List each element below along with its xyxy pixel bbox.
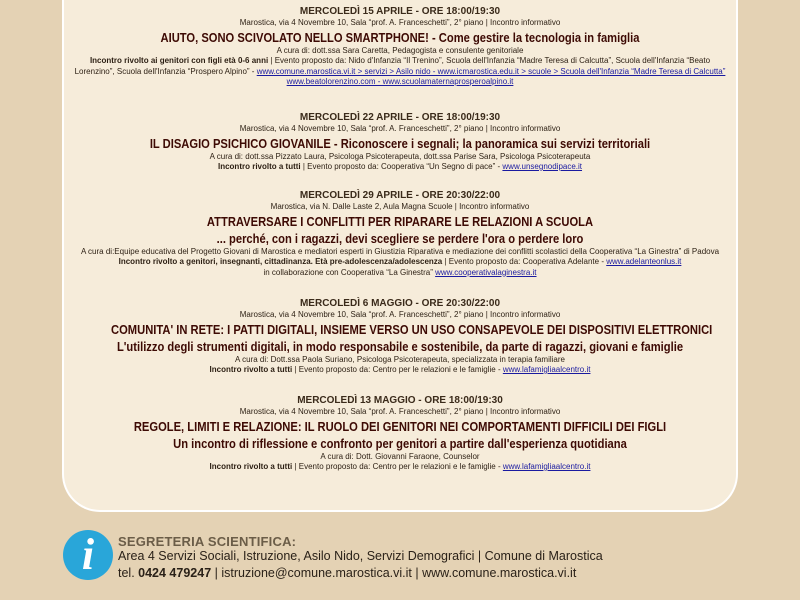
event-date: MERCOLEDÌ 13 MAGGIO - ORE 18:00/19:30 [297, 395, 503, 406]
event-subtitle: Un incontro di riflessione e confronto per genitori a partire dall'esperienza quotidiana [173, 435, 627, 451]
event-audience: Incontro rivolto a tutti [209, 462, 293, 471]
event-title: REGOLE, LIMITI E RELAZIONE: IL RUOLO DEI GENITORI NEI COMPORTAMENTI DIFFICILI DEI FIGLI [133, 418, 667, 434]
event-collab: in collaborazione con Cooperativa “La Ginestra” [263, 267, 436, 277]
event-proposer: | Evento proposto da: Cooperativa Adelante - [442, 257, 607, 266]
event-4 [64, 298, 736, 376]
event-link[interactable]: www.lafamigliaalcentro.it [502, 365, 591, 374]
event-proposer: | Evento proposto da: Centro per le relazioni e le famiglie - [292, 365, 503, 374]
event-curator: A cura di: Dott.ssa Paola Suriano, Psicologa Psicoterapeuta, specializzata in terapia familiare [235, 354, 565, 364]
event-link[interactable]: www.comune.marostica.vi.it > servizi > Asilo nido - www.icmarostica.edu.it > scuole > Scuola dell'Infanzia “Madre Teresa di Calcutta” [256, 66, 726, 76]
event-audience-line [64, 257, 736, 268]
event-audience-line [64, 56, 736, 67]
event-venue: Marostica, via 4 Novembre 10, Sala “prof. A. Franceschetti”, 2° piano | Incontro informativo [239, 310, 561, 319]
event-link[interactable]: www.cooperativalaginestra.it [435, 267, 537, 277]
event-link[interactable]: www.lafamigliaalcentro.it [502, 462, 591, 471]
event-proposer-cont: Lorenzino”, Scuola dell'Infanzia “Prospero Alpino” - [74, 66, 257, 76]
event-subtitle: ... perché, con i ragazzi, devi scegliere se perdere l'ora o perdere loro [216, 230, 584, 246]
event-proposer-line [64, 67, 736, 78]
event-subtitle: L'utilizzo degli strumenti digitali, in modo responsabile e sostenibile, da parte di ragazzi, giovani e famiglie [116, 338, 684, 354]
event-2 [64, 112, 736, 173]
event-audience-line [64, 462, 736, 473]
event-link[interactable]: www.unsegnodipace.it [502, 162, 583, 171]
event-audience: Incontro rivolto a genitori, insegnanti, cittadinanza. Età pre-adolescenza/adolescenza [118, 257, 443, 266]
event-curator: A cura di:Equipe educativa del Progetto Giovani di Marostica e mediatori esperti in Giustizia Riparativa e mediazione dei conflitti scolastici della Cooperativa “La Ginestra” di Padova [80, 246, 720, 256]
event-audience: Incontro rivolto a tutti [217, 162, 301, 171]
event-audience-line [64, 365, 736, 376]
event-title: AIUTO, SONO SCIVOLATO NELLO SMARTPHONE! - Come gestire la tecnologia in famiglia [160, 29, 640, 45]
event-collab-line [64, 268, 736, 279]
event-venue: Marostica, via 4 Novembre 10, Sala “prof. A. Franceschetti”, 2° piano | Incontro informativo [239, 18, 561, 27]
event-venue: Marostica, via 4 Novembre 10, Sala “prof. A. Franceschetti”, 2° piano | Incontro informativo [239, 124, 561, 133]
event-title: COMUNITA' IN RETE: I PATTI DIGITALI, INSIEME VERSO UN USO CONSAPEVOLE DEI DISPOSITIVI ELETTRONICI [111, 321, 713, 337]
event-proposer: | Evento proposto da: Nido d'Infanzia “Il Trenino”, Scuola dell'Infanzia “Madre Teresa di Calcutta”, Scuola dell'Infanzia “Beato [268, 56, 711, 65]
event-link[interactable]: www.beatolorenzino.com - www.scuolamaternaprosperoalpino.it [286, 77, 514, 86]
secretariat-department: Area 4 Servizi Sociali, Istruzione, Asilo Nido, Servizi Demografici | Comune di Marostica [118, 549, 603, 563]
event-5 [64, 395, 736, 473]
secretariat-contacts [118, 566, 576, 580]
event-venue: Marostica, via N. Dalle Laste 2, Aula Magna Scuole | Incontro informativo [270, 202, 530, 211]
event-proposer: | Evento proposto da: Cooperativa “Un Segno di pace” - [300, 162, 503, 171]
event-curator: A cura di: dott.ssa Sara Caretta, Pedagogista e consulente genitoriale [276, 45, 524, 55]
event-date: MERCOLEDÌ 29 APRILE - ORE 20:30/22:00 [299, 190, 501, 201]
event-audience: Incontro rivolto ai genitori con figli età 0-6 anni [89, 56, 269, 65]
phone-label: tel. [118, 566, 139, 580]
phone-number: 0424 479247 [138, 566, 212, 580]
event-title: ATTRAVERSARE I CONFLITTI PER RIPARARE LE RELAZIONI A SCUOLA [206, 213, 594, 229]
event-curator: A cura di: Dott. Giovanni Faraone, Counselor [320, 451, 480, 461]
event-3 [64, 190, 736, 278]
event-audience: Incontro rivolto a tutti [209, 365, 293, 374]
event-audience-line [64, 162, 736, 173]
event-date: MERCOLEDÌ 15 APRILE - ORE 18:00/19:30 [299, 6, 501, 17]
event-title: IL DISAGIO PSICHICO GIOVANILE - Riconoscere i segnali; la panoramica sui servizi territoriali [149, 135, 651, 151]
event-date: MERCOLEDÌ 6 MAGGIO - ORE 20:30/22:00 [299, 298, 501, 309]
event-venue: Marostica, via 4 Novembre 10, Sala “prof. A. Franceschetti”, 2° piano | Incontro informativo [239, 407, 561, 416]
event-proposer: | Evento proposto da: Centro per le relazioni e le famiglie - [292, 462, 503, 471]
event-1 [64, 6, 736, 88]
info-icon: i [63, 530, 113, 580]
event-curator: A cura di: dott.ssa Pizzato Laura, Psicologa Psicoterapeuta, dott.ssa Parise Sara, Psicologa Psicoterapeuta [209, 151, 591, 161]
secretariat-title: SEGRETERIA SCIENTIFICA: [118, 534, 297, 549]
event-links-line [64, 77, 736, 88]
event-link[interactable]: www.adelanteonlus.it [606, 257, 682, 266]
event-date: MERCOLEDÌ 22 APRILE - ORE 18:00/19:30 [299, 112, 501, 123]
contact-details: | istruzione@comune.marostica.vi.it | www.comune.marostica.vi.it [211, 566, 577, 580]
